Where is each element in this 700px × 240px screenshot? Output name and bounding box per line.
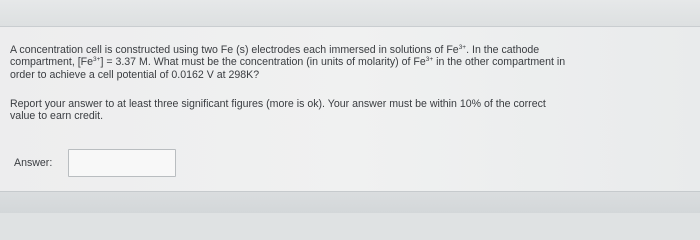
question-line2-mid: ] = 3.37 M. What must be the concentration (in units of molarity) of Fe xyxy=(100,56,426,69)
charge-superscript: 3+ xyxy=(425,56,434,64)
question-line2-pre: compartment, [Fe xyxy=(10,56,94,69)
top-background xyxy=(0,0,700,26)
instructions-line2: value to earn credit. xyxy=(10,110,104,123)
charge-superscript: 3+ xyxy=(458,44,467,51)
charge-superscript: 3+ xyxy=(93,56,101,64)
instructions-line1: Report your answer to at least three significant figures (more is ok). Your answer must be within 10% of the correct xyxy=(10,98,546,110)
bottom-background xyxy=(0,192,700,213)
instructions-text xyxy=(10,98,690,123)
question-line3: order to achieve a cell potential of 0.0162 V at 298K? xyxy=(10,68,260,81)
answer-label: Answer: xyxy=(14,157,53,169)
question-line1-pre: A concentration cell is constructed using two Fe (s) electrodes each immersed in solutions of Fe xyxy=(10,44,459,56)
question-text xyxy=(10,44,695,81)
answer-input[interactable] xyxy=(68,149,176,177)
question-line2-post: in the other compartment in xyxy=(433,56,566,69)
question-line1-post: . In the cathode xyxy=(466,44,540,56)
